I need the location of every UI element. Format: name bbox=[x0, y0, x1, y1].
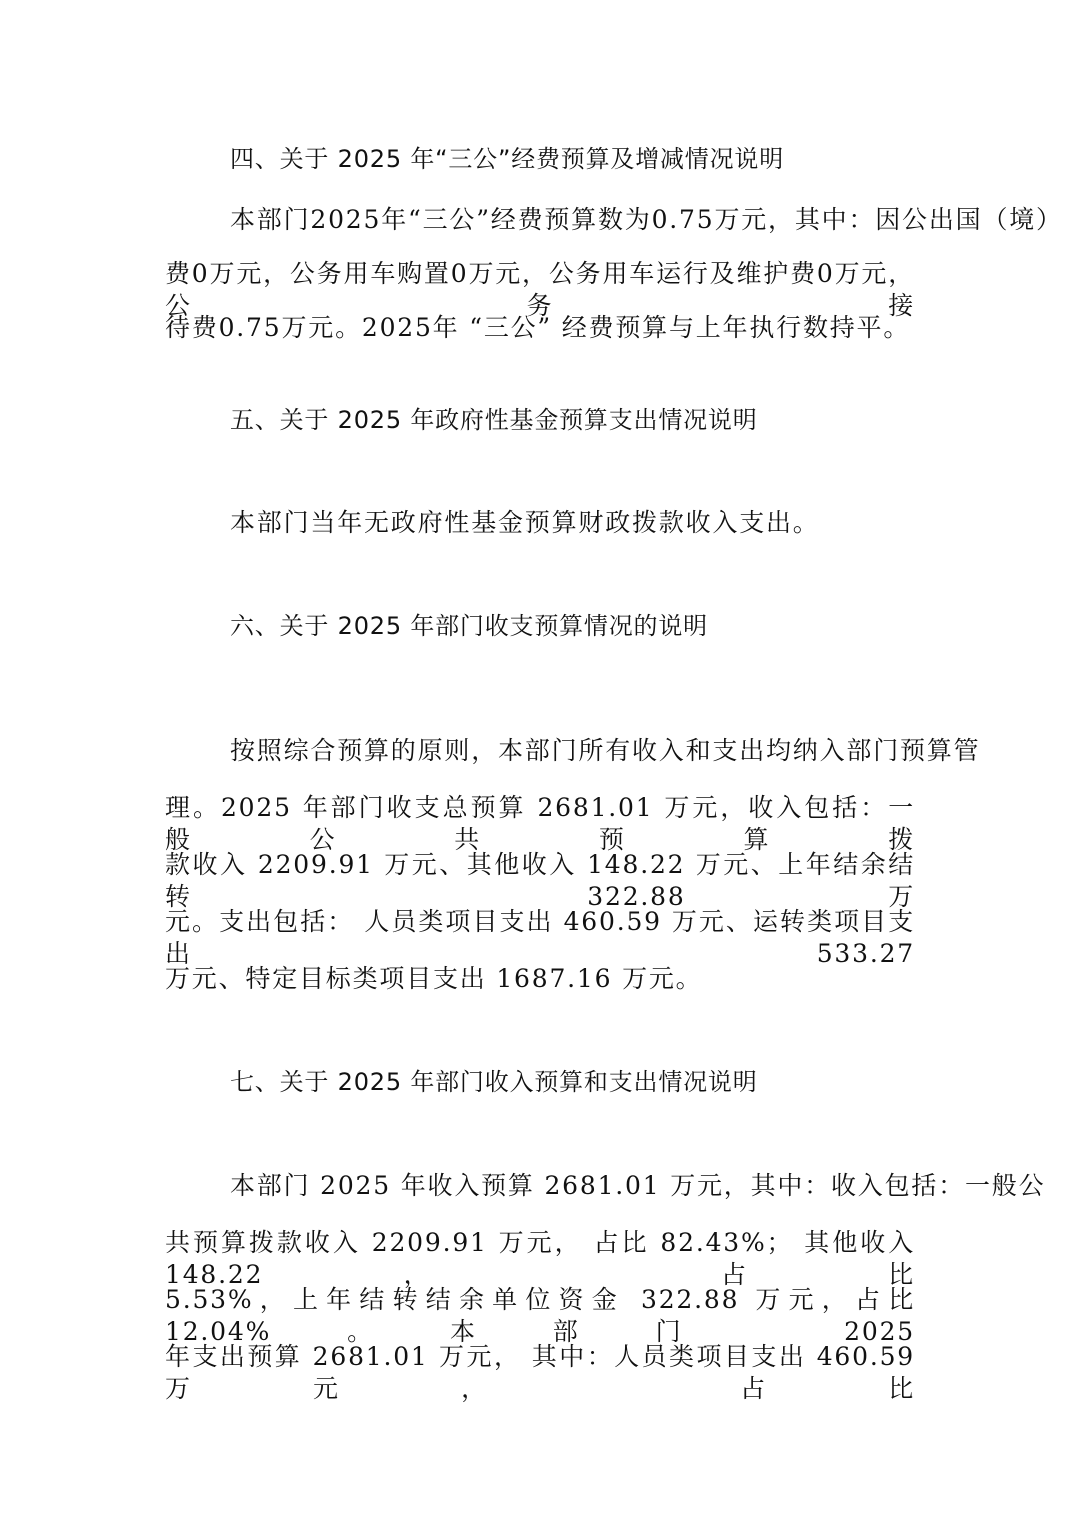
section-heading-5: 五、关于 2025 年政府性基金预算支出情况说明 bbox=[230, 406, 758, 434]
paragraph-line: 共预算拨款收入 2209.91 万元， 占比 82.43%； 其他收入 148.22， 占比 bbox=[165, 1228, 915, 1289]
paragraph-line: 本部门2025年“三公”经费预算数为0.75万元，其中：因公出国（境） bbox=[230, 205, 1063, 234]
paragraph-line: 万元、特定目标类项目支出 1687.16 万元。 bbox=[165, 964, 703, 993]
paragraph-line: 按照综合预算的原则，本部门所有收入和支出均纳入部门预算管 bbox=[230, 736, 981, 765]
section-heading-4: 四、关于 2025 年“三公”经费预算及增减情况说明 bbox=[230, 145, 785, 173]
paragraph-line: 5.53%，上年结转结余单位资金 322.88 万元，占比 12.04%。本部门 2025 bbox=[165, 1285, 915, 1346]
paragraph-line: 元。支出包括： 人员类项目支出 460.59 万元、运转类项目支出 533.27 bbox=[165, 907, 915, 968]
paragraph-line: 本部门 2025 年收入预算 2681.01 万元，其中：收入包括：一般公 bbox=[230, 1171, 1046, 1200]
paragraph-line: 年支出预算 2681.01 万元， 其中：人员类项目支出 460.59 万元， 占比 bbox=[165, 1342, 915, 1403]
paragraph-line: 本部门当年无政府性基金预算财政拨款收入支出。 bbox=[230, 508, 820, 537]
paragraph-line: 费0万元，公务用车购置0万元，公务用车运行及维护费0万元，公务接 bbox=[165, 259, 915, 320]
section-heading-6: 六、关于 2025 年部门收支预算情况的说明 bbox=[230, 612, 708, 640]
paragraph-line: 理。2025 年部门收支总预算 2681.01 万元，收入包括：一般公共预算拨 bbox=[165, 793, 915, 854]
section-heading-7: 七、关于 2025 年部门收入预算和支出情况说明 bbox=[230, 1068, 758, 1096]
paragraph-line: 待费0.75万元。2025年 “三公” 经费预算与上年执行数持平。 bbox=[165, 313, 911, 342]
paragraph-line: 款收入 2209.91 万元、其他收入 148.22 万元、上年结余结转 322.88 万 bbox=[165, 850, 915, 911]
